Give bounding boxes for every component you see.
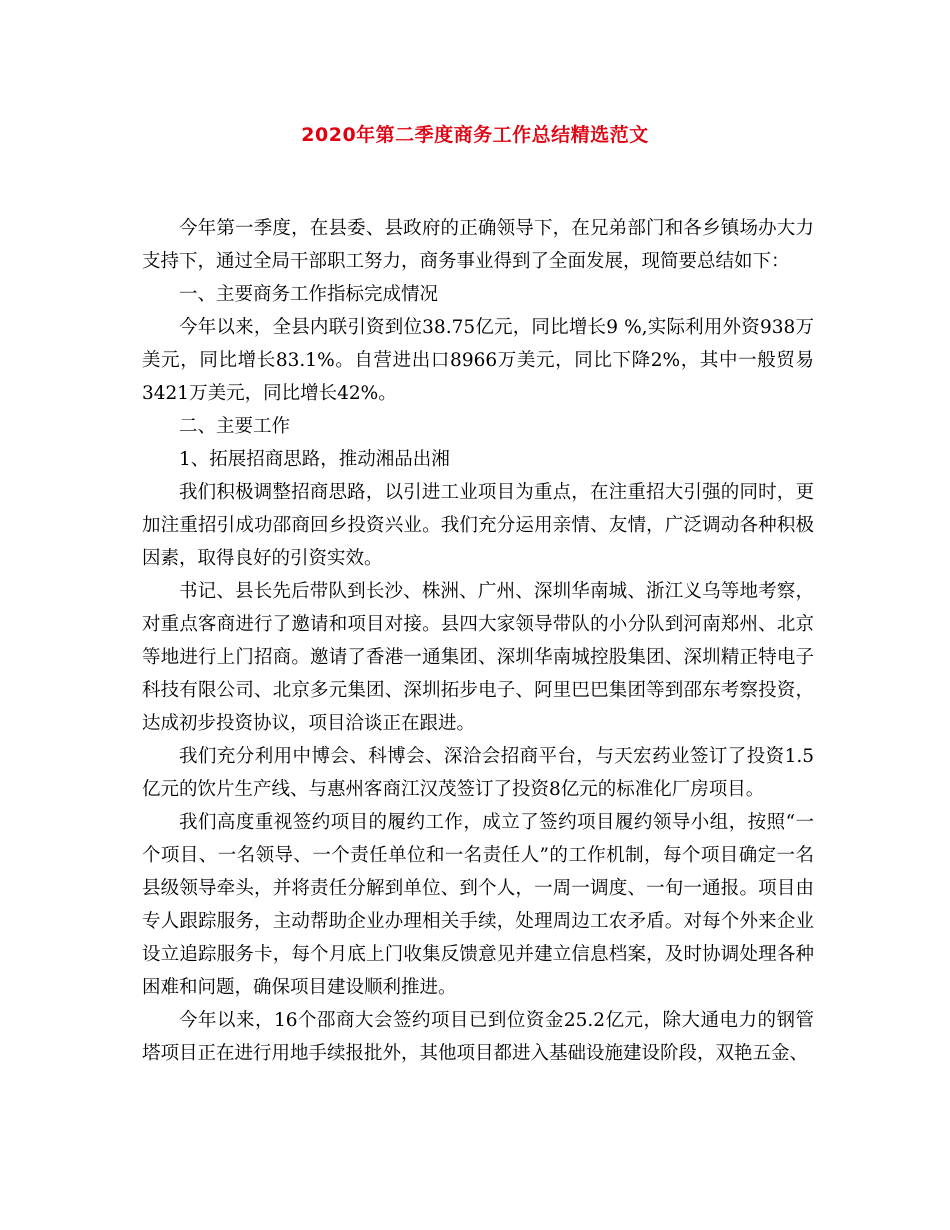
document-title: 2020年第二季度商务工作总结精选范文 [301, 124, 649, 146]
paragraph-project-progress: 今年以来，16个邵商大会签约项目已到位资金25.2亿元，除大通电力的钢管塔项目正在进行用地手续报批外，其他项目都进入基础设施建设阶段，双艳五金、 [142, 1010, 814, 1064]
subsection-heading-investment: 1、拓展招商思路，推动湘品出湘 [179, 449, 450, 470]
paragraph-intro: 今年第一季度，在县委、县政府的正确领导下，在兄弟部门和各乡镇场办大力支持下，通过全局干部职工努力，商务事业得到了全面发展，现简要总结如下： [142, 218, 814, 272]
document-body [142, 212, 814, 1070]
paragraph-delegations: 书记、县长先后带队到长沙、株洲、广州、深圳华南城、浙江义乌等地考察，对重点客商进行了邀请和项目对接。县四大家领导带队的小分队到河南郑州、北京等地进行上门招商。邀请了香港一通集团、深圳华南城控股集团、深圳精正特电子科技有限公司、北京多元集团、深圳拓步电子、阿里巴巴集团等到邵东考察投资，达成初步投资协议，项目洽谈正在跟进。 [142, 581, 814, 734]
section-heading-main-work: 二、主要工作 [179, 416, 291, 437]
paragraph-investment-strategy: 我们积极调整招商思路，以引进工业项目为重点，在注重招大引强的同时，更加注重招引成功邵商回乡投资兴业。我们充分运用亲情、友情，广泛调动各种积极因素，取得良好的引资实效。 [142, 482, 814, 569]
paragraph-indicators: 今年以来，全县内联引资到位38.75亿元，同比增长9 %,实际利用外资938万美元，同比增长83.1%。自营进出口8966万美元，同比下降2%，其中一般贸易3421万美元，同比增长42%。 [142, 317, 814, 404]
paragraph-contract-performance: 我们高度重视签约项目的履约工作，成立了签约项目履约领导小组，按照“一个项目、一名领导、一个责任单位和一名责任人”的工作机制，每个项目确定一名县级领导牵头，并将责任分解到单位、到个人，一周一调度、一旬一通报。项目由专人跟踪服务，主动帮助企业办理相关手续，处理周边工农矛盾。对每个外来企业设立追踪服务卡，每个月底上门收集反馈意见并建立信息档案，及时协调处理各种困难和问题，确保项目建设顺利推进。 [142, 812, 814, 998]
paragraph-expo-platforms: 我们充分利用中博会、科博会、深洽会招商平台，与天宏药业签订了投资1.5亿元的饮片生产线、与惠州客商江汉茂签订了投资8亿元的标准化厂房项目。 [142, 746, 814, 800]
section-heading-indicators: 一、主要商务工作指标完成情况 [179, 284, 439, 305]
